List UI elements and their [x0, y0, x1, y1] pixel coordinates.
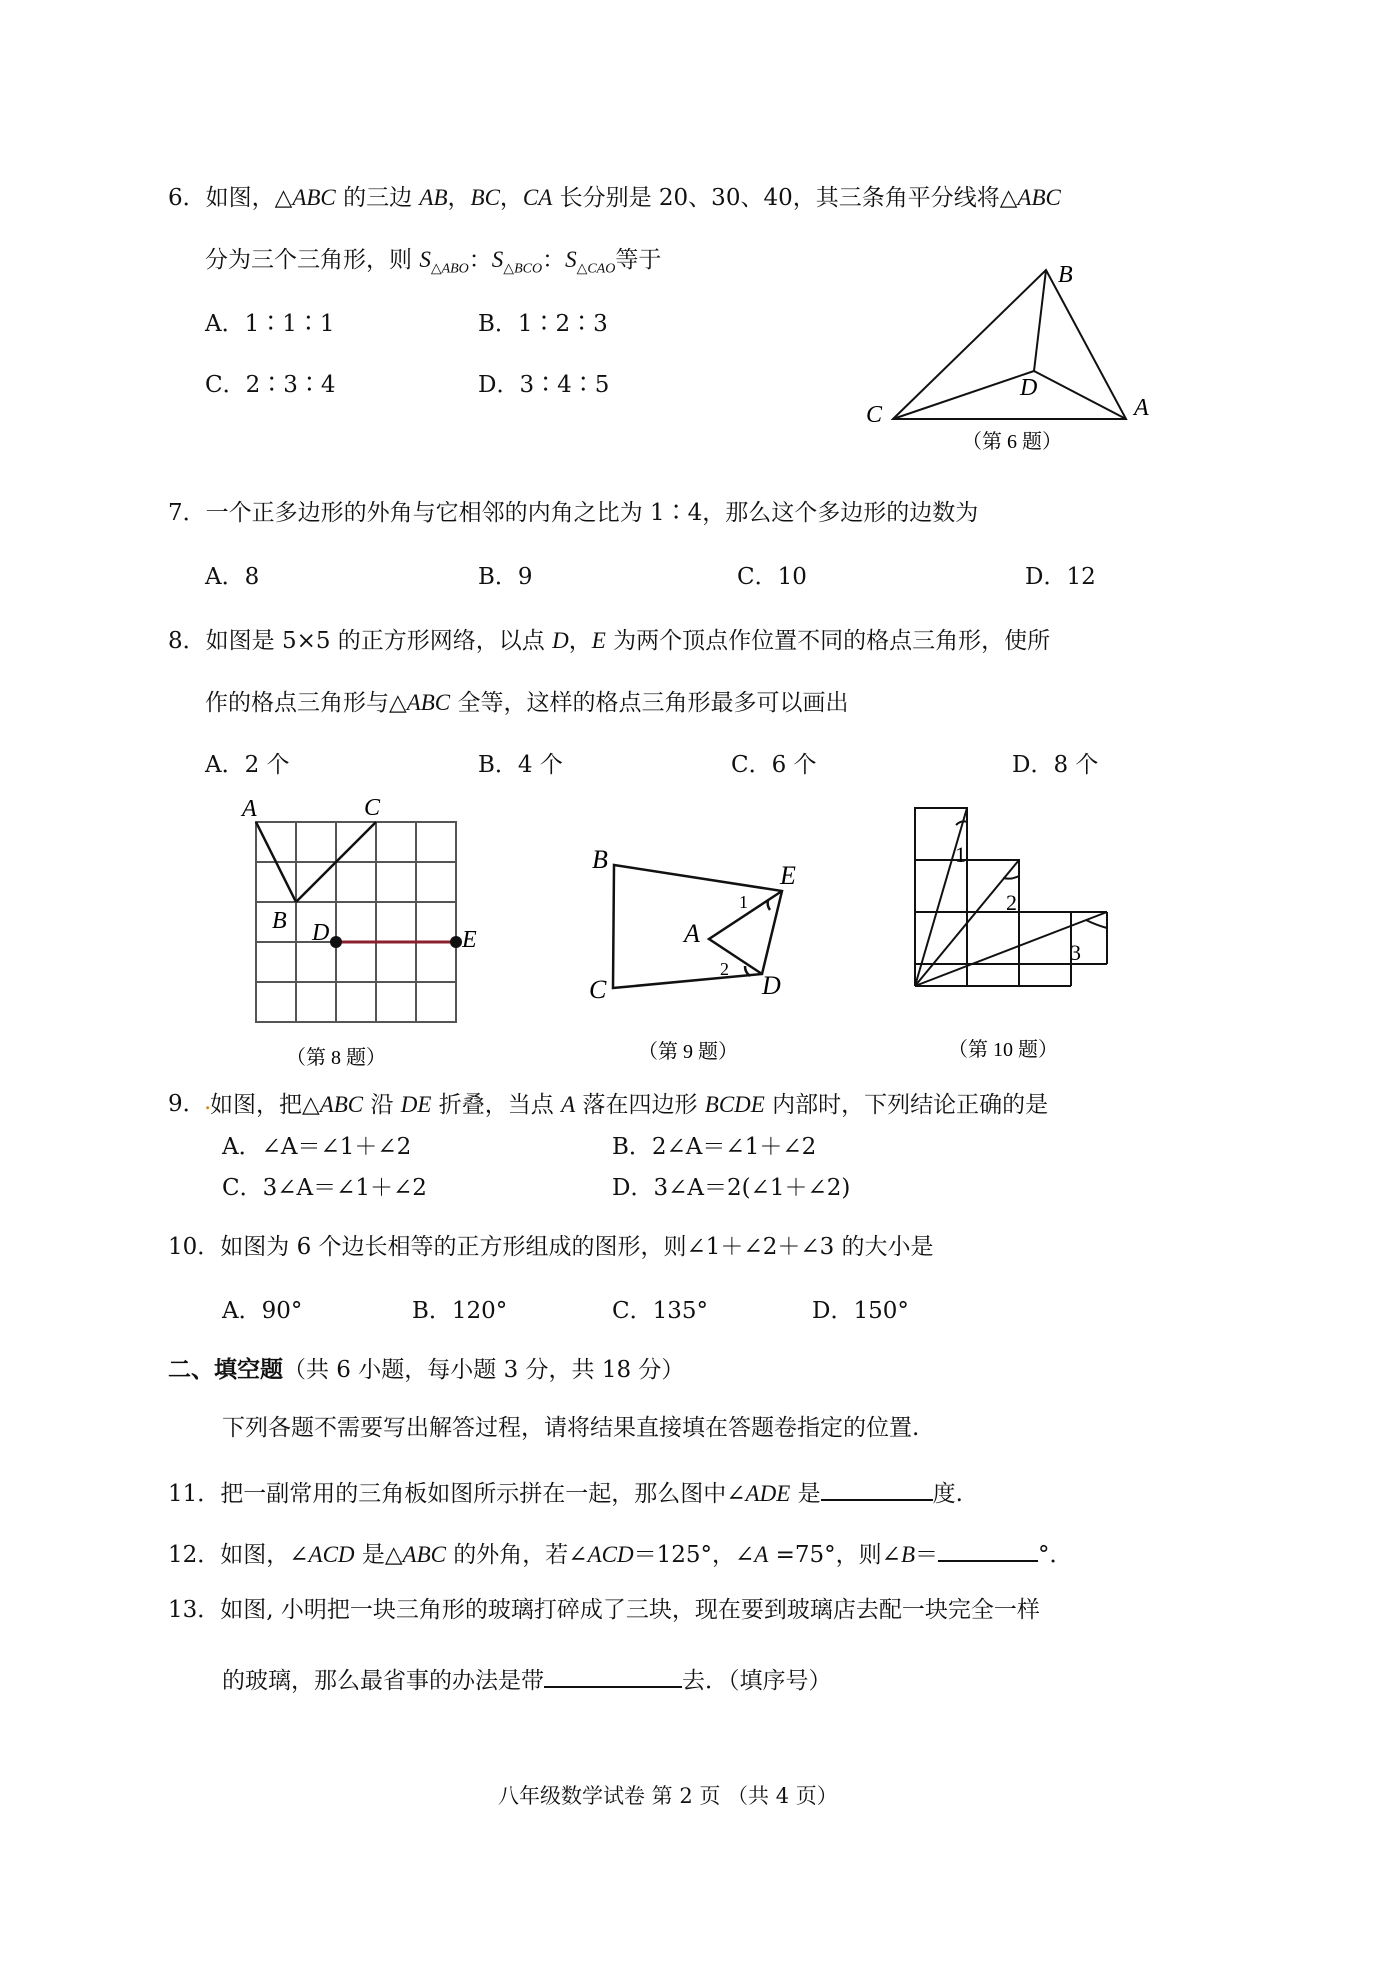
q6-area-sub: △CAO [576, 261, 616, 277]
q12-acd: ACD [587, 1542, 634, 1567]
section-2-instruction: 下列各题不需要写出解答过程，请将结果直接填在答题卷指定的位置. [222, 1415, 920, 1441]
q12-b: B [900, 1542, 916, 1567]
fig9-label-2: 2 [720, 959, 729, 979]
q12-text: =75°，则∠ [768, 1542, 901, 1568]
q9-line1 [168, 1093, 206, 1116]
q6-abc: ABC [292, 185, 336, 210]
q6-colon: ： [468, 247, 492, 273]
fig6-triangle [893, 270, 1126, 419]
q11-answer-blank[interactable] [821, 1477, 933, 1501]
q13-text: 去．（填序号） [682, 1668, 832, 1694]
q10-option-b: B．120° [412, 1298, 508, 1324]
fig10-angle-1 [956, 821, 967, 825]
fig8-ab [256, 822, 296, 902]
fig6-caption: （第 6 题） [962, 431, 1062, 453]
q6-option-a: A．1∶1∶1 [205, 311, 335, 337]
q12-text: ＝125°，∠ [633, 1542, 755, 1568]
fig10-label-2: 2 [1006, 890, 1017, 915]
q8-text: 全等，这样的格点三角形最多可以画出 [450, 690, 849, 716]
q7-stem: 7．一个正多边形的外角与它相邻的内角之比为 1∶4，那么这个多边形的边数为 [168, 500, 979, 526]
q8-line2 [205, 691, 848, 715]
fig6-label-a: A [1134, 395, 1149, 421]
q10-option-a: A．90° [222, 1298, 303, 1324]
q9-text: 折叠，当点 [431, 1092, 562, 1118]
fig10-diag-1 [915, 808, 967, 986]
fig6-bd [1034, 270, 1046, 371]
q11-text: 11．把一副常用的三角板如图所示拼在一起，那么图中∠ [168, 1481, 746, 1507]
q9-text: 沿 [363, 1092, 401, 1118]
q9-a: A [561, 1092, 576, 1117]
q12-text: 12．如图，∠ [168, 1542, 309, 1568]
q9-option-d: D．3∠A＝2(∠1＋∠2) [612, 1175, 851, 1201]
q9-option-a: A．∠A＝∠1＋∠2 [222, 1134, 412, 1160]
q9-option-c: C．3∠A＝∠1＋∠2 [222, 1175, 427, 1201]
q6-bc: BC [470, 185, 500, 210]
q11-text: 度. [932, 1481, 963, 1507]
q6-option-d: D．3∶4∶5 [478, 372, 610, 398]
q10-stem: 10．如图为 6 个边长相等的正方形组成的图形，则∠1＋∠2＋∠3 的大小是 [168, 1234, 934, 1260]
q8-option-c: C．6 个 [731, 752, 817, 778]
fig10-caption: （第 10 题） [948, 1039, 1058, 1061]
q9-option-b: B．2∠A＝∠1＋∠2 [612, 1134, 817, 1160]
section-2-heading [168, 1358, 684, 1382]
q9-de: DE [400, 1092, 432, 1117]
q6-option-b: B．1∶2∶3 [478, 311, 608, 337]
q9-number: 9． [168, 1091, 206, 1117]
q12-stem [168, 1538, 1073, 1567]
q6-text: 分为三个三角形，则 [205, 247, 420, 273]
fig10-diag-3 [915, 912, 1107, 986]
q9-text: 落在四边形 [575, 1092, 705, 1118]
fig6-cd [893, 371, 1034, 419]
fig9-folded-a [709, 891, 782, 974]
fig9-label-e: E [780, 861, 796, 890]
q9-mark: . [204, 1089, 212, 1115]
q13-line2 [222, 1664, 832, 1693]
q12-abc: ABC [402, 1542, 446, 1567]
q6-text: 的三边 [335, 185, 420, 211]
q9-abc: ABC [319, 1092, 364, 1117]
q8-option-d: D．8 个 [1012, 752, 1099, 778]
fig9-quadrilateral [613, 865, 782, 988]
q13-line1: 13．如图, 小明把一块三角形的玻璃打碎成了三块，现在要到玻璃店去配一块完全一样 [168, 1597, 1040, 1623]
q8-abc: ABC [406, 690, 451, 715]
fig8-label-d: D [312, 920, 330, 946]
q9-text: 如图，把△ [210, 1092, 320, 1118]
fig10-label-3: 3 [1070, 940, 1081, 965]
q6-ab: AB [419, 185, 448, 210]
fig9-label-a: A [684, 919, 700, 948]
q11-ade: ADE [745, 1481, 791, 1506]
q8-text: 8．如图是 5×5 的正方形网络，以点 [168, 628, 553, 654]
q11-stem [168, 1477, 963, 1506]
q7-option-c: C．10 [737, 564, 807, 590]
q8-text: ， [568, 628, 592, 654]
fig9-label-b: B [592, 845, 608, 874]
q8-line1 [168, 629, 1050, 653]
q9-text: 内部时，下列结论正确的是 [764, 1092, 1049, 1118]
q6-area-sub: △BCO [503, 261, 543, 277]
q8-d: D [552, 628, 569, 653]
q12-text: 的外角，若∠ [446, 1542, 588, 1568]
fig8-label-a: A [242, 796, 257, 822]
q6-area-symbol: S [419, 247, 431, 272]
q6-text: ， [499, 185, 523, 211]
q6-text: ， [447, 185, 471, 211]
fig10-angle-2 [1003, 876, 1019, 879]
q12-a: A [754, 1542, 769, 1567]
q6-option-c: C．2∶3∶4 [205, 372, 336, 398]
fig8-point-e [450, 936, 462, 948]
q6-area-sub: △ABO [430, 261, 469, 277]
q8-option-b: B．4 个 [478, 752, 563, 778]
fig8-grid [256, 822, 456, 1022]
page-footer: 八年级数学试卷 第 2 页 （共 4 页） [498, 1784, 838, 1808]
q12-text: ＝ [915, 1542, 939, 1568]
fig10-diag-2 [915, 860, 1019, 986]
q9-bcde: BCDE [704, 1092, 765, 1117]
q8-text: 作的格点三角形与△ [205, 690, 407, 716]
fig9-angle-2 [745, 966, 750, 976]
q10-option-c: C．135° [612, 1298, 708, 1324]
q12-acd: ACD [308, 1542, 355, 1567]
q12-text: °． [1038, 1542, 1073, 1568]
q13-answer-blank[interactable] [544, 1664, 682, 1688]
q11-text: 是 [790, 1481, 821, 1507]
fig9-label-1: 1 [739, 892, 748, 912]
q9-stem [204, 1089, 1049, 1118]
q6-colon: ： [542, 247, 566, 273]
fig8-caption: （第 8 题） [286, 1047, 386, 1069]
fig8-label-c: C [364, 795, 381, 821]
section-2-note: （共 6 小题，每小题 3 分，共 18 分） [283, 1357, 685, 1383]
fig6-label-b: B [1058, 262, 1073, 288]
q6-text: 等于 [615, 247, 662, 273]
q10-option-d: D．150° [812, 1298, 909, 1324]
fig6-label-d: D [1020, 375, 1038, 401]
q7-option-b: B．9 [478, 564, 533, 590]
q6-line1 [168, 186, 1061, 210]
q6-text: 6．如图，△ [168, 185, 293, 211]
fig6-ad [1034, 371, 1126, 419]
fig9-caption: （第 9 题） [638, 1041, 738, 1063]
fig9-label-d: D [762, 971, 781, 1000]
q8-e: E [591, 628, 606, 653]
q7-option-d: D．12 [1025, 564, 1096, 590]
q8-text: 为两个顶点作位置不同的格点三角形，使所 [605, 628, 1051, 654]
fig8-label-e: E [462, 927, 477, 953]
q8-option-a: A．2 个 [205, 752, 290, 778]
q6-text: 长分别是 20、30、40，其三条角平分线将△ [552, 185, 1018, 211]
q13-text: 的玻璃，那么最省事的办法是带 [222, 1668, 544, 1694]
fig8-bc [296, 822, 376, 902]
q6-area-symbol: S [565, 247, 577, 272]
fig8-point-d [330, 936, 342, 948]
q6-ca: CA [522, 185, 553, 210]
q7-option-a: A．8 [205, 564, 260, 590]
fig10-label-1: 1 [955, 842, 966, 867]
fig10-angle-3 [1086, 920, 1107, 928]
fig6-label-c: C [866, 402, 883, 428]
q6-area-symbol: S [491, 247, 504, 272]
q12-text: 是△ [354, 1542, 403, 1568]
q6-line2 [205, 248, 661, 277]
q6-abc: ABC [1017, 185, 1061, 210]
q12-answer-blank[interactable] [938, 1538, 1038, 1562]
fig9-angle-1 [768, 900, 770, 910]
fig8-label-b: B [272, 908, 287, 934]
fig9-label-c: C [589, 975, 607, 1004]
section-2-title: 二、填空题 [168, 1356, 283, 1383]
